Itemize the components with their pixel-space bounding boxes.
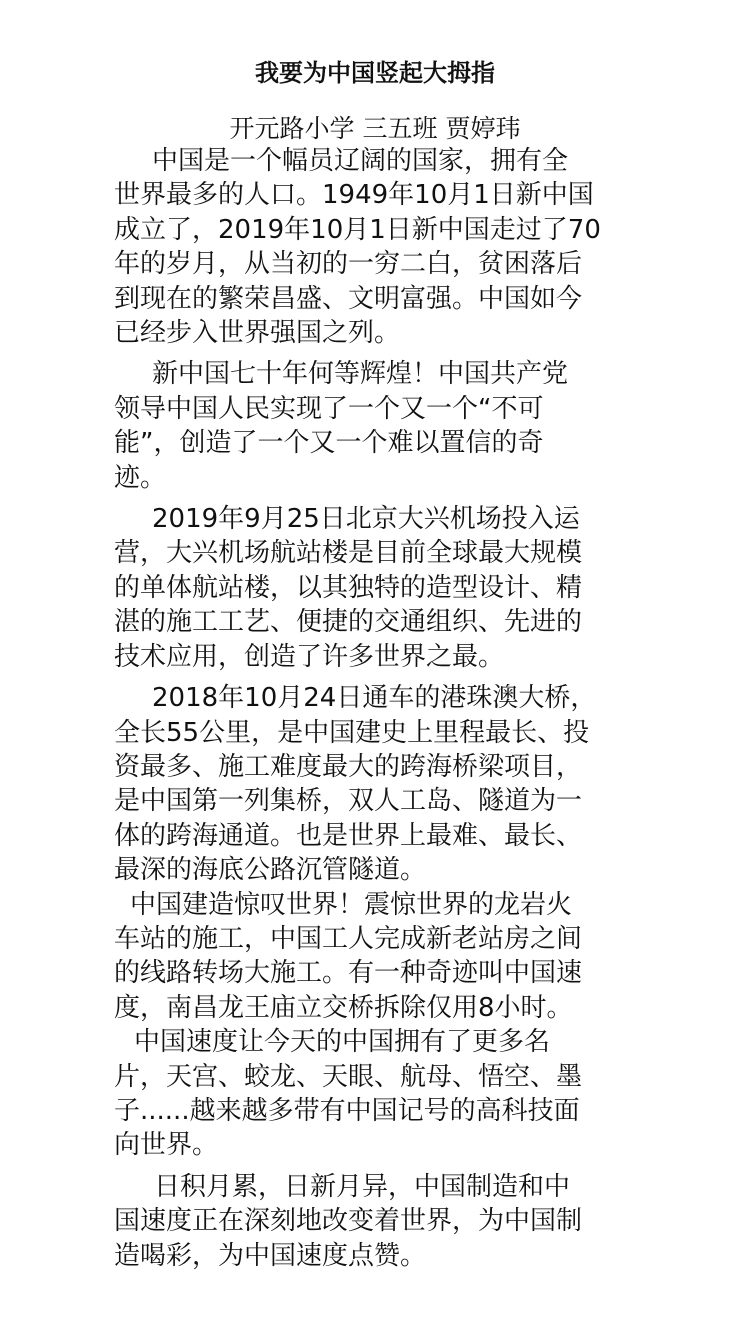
paragraph-line: 领导中国人民实现了一个又一个“不可 <box>114 393 544 424</box>
paragraph-line: 营，大兴机场航站楼是目前全球最大规模 <box>114 538 583 569</box>
paragraph-line: 中国是一个幅员辽阔的国家，拥有全 <box>152 146 569 176</box>
article-title: 我要为中国竖起大拇指 <box>255 59 495 87</box>
paragraph-line: 到现在的繁荣昌盛、文明富强。中国如今 <box>114 283 583 314</box>
paragraph-1 <box>114 144 638 350</box>
paragraph-line: 是中国第一列集桥，双人工岛、隧道为一 <box>114 786 583 817</box>
paragraph-line: 的单体航站楼，以其独特的造型设计、精 <box>114 572 583 603</box>
paragraph-line: 迹。 <box>114 462 167 493</box>
paragraph-line: 国速度正在深刻地改变着世界，为中国制 <box>114 1206 583 1237</box>
paragraph-7 <box>114 1170 638 1273</box>
paragraph-line: 向世界。 <box>114 1130 219 1161</box>
paragraph-4 <box>114 681 638 887</box>
paragraph-line: 能”，创造了一个又一个难以置信的奇 <box>114 428 544 459</box>
paragraph-line: 全长55公里，是中国建史上里程最长、投 <box>114 717 590 748</box>
paragraph-line: 资最多、施工难度最大的跨海桥梁项目， <box>114 751 583 782</box>
paragraph-line: 造喝彩，为中国速度点赞。 <box>114 1240 427 1271</box>
paragraph-line: 世界最多的人口。1949年10月1日新中国 <box>114 180 594 211</box>
paragraph-6 <box>114 1025 638 1163</box>
paragraph-line: 成立了，2019年10月1日新中国走过了70 <box>114 214 601 245</box>
paragraph-5 <box>114 888 638 1026</box>
paragraph-line: 最深的海底公路沉管隧道。 <box>114 855 427 886</box>
paragraph-line: 2018年10月24日通车的港珠澳大桥， <box>152 683 597 714</box>
paragraph-line: 年的岁月，从当初的一穷二白，贫困落后 <box>114 249 583 280</box>
article-byline: 开元路小学 三五班 贾婷玮 <box>229 114 521 143</box>
paragraph-line: 新中国七十年何等辉煌！中国共产党 <box>152 359 569 390</box>
paragraph-line: 技术应用，创造了许多世界之最。 <box>114 641 505 672</box>
paragraph-3 <box>114 502 638 674</box>
paragraph-line: 子......越来越多带有中国记号的高科技面 <box>114 1095 580 1126</box>
paragraph-line: 体的跨海通道。也是世界上最难、最长、 <box>114 820 583 851</box>
paragraph-line: 度，南昌龙王庙立交桥拆除仅用8小时。 <box>114 992 573 1023</box>
paragraph-2 <box>114 357 638 495</box>
paragraph-line: 片，天宫、蛟龙、天眼、航母、悟空、墨 <box>114 1061 583 1092</box>
paragraph-line: 湛的施工工艺、便捷的交通组织、先进的 <box>114 607 583 638</box>
paragraph-line: 2019年9月25日北京大兴机场投入运 <box>152 504 580 535</box>
paragraph-line: 已经步入世界强国之列。 <box>114 318 401 349</box>
paragraph-line: 中国速度让今天的中国拥有了更多名 <box>134 1027 551 1058</box>
paragraph-line: 中国建造惊叹世界！震惊世界的龙岩火 <box>130 889 573 920</box>
paragraph-line: 车站的施工，中国工人完成新老站房之间 <box>114 923 583 954</box>
article-body <box>114 144 638 1273</box>
paragraph-line: 日积月累，日新月异，中国制造和中 <box>154 1171 571 1202</box>
paragraph-line: 的线路转场大施工。有一种奇迹叫中国速 <box>114 958 583 989</box>
